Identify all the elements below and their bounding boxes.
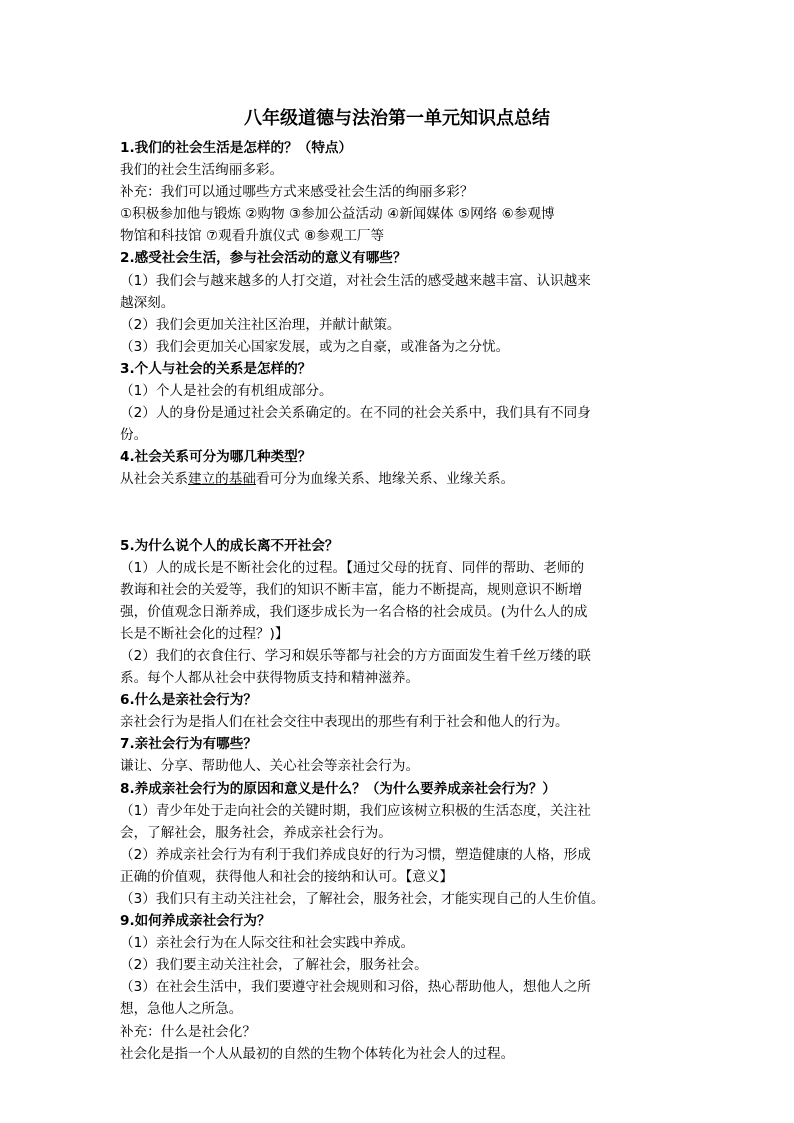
answer-9-line: （3）在社会生活中，我们要遵守社会规则和习俗，热心帮助他人，想他人之所 bbox=[120, 979, 591, 996]
question-6: 6.什么是亲社会行为？ bbox=[120, 692, 257, 709]
answer-8-line: 正确的价值观，获得他人和社会的接纳和认可。【意义】 bbox=[120, 868, 454, 885]
answer-9-line: （1）亲社会行为在人际交往和社会实践中养成。 bbox=[120, 935, 415, 952]
answer-5-line: 强，价值观念日渐养成，我们逐步成长为一名合格的社会成员。(为什么人的成 bbox=[120, 603, 588, 620]
answer-5-line: 教诲和社会的关爱等，我们的知识不断丰富，能力不断提高，规则意识不断增 bbox=[120, 581, 583, 598]
question-4: 4.社会关系可分为哪几种类型？ bbox=[120, 449, 312, 466]
answer-4-pre: 从社会关系 bbox=[120, 471, 188, 488]
answer-5-line: （1）人的成长是不断社会化的过程。【通过父母的抚育、同伴的帮助、老师的 bbox=[120, 559, 585, 576]
question-1: 1.我们的社会生活是怎样的？（特点） bbox=[120, 140, 353, 156]
answer-4 bbox=[120, 468, 680, 490]
answer-8-line: （1）青少年处于走向社会的关键时期，我们应该树立积极的生活态度，关注社 bbox=[120, 802, 591, 819]
spacer bbox=[120, 491, 680, 535]
answer-5-line: 长是不断社会化的过程？)】 bbox=[120, 625, 289, 642]
question-2: 2.感受社会生活，参与社会活动的意义有哪些？ bbox=[120, 250, 407, 267]
answer-3-line: （2）人的身份是通过社会关系确定的。在不同的社会关系中，我们具有不同身 bbox=[120, 405, 591, 422]
ways-line-1: ①积极参加他与锻炼 ②购物 ③参加公益活动 ④新闻媒体 ⑤网络 ⑥参观博 bbox=[120, 206, 555, 223]
answer-2-line: （3）我们会更加关心国家发展，或为之自豪，或准备为之分忧。 bbox=[120, 338, 510, 355]
answer-2-line: 越深刻。 bbox=[120, 294, 175, 311]
answer-3-line: 份。 bbox=[120, 427, 148, 444]
answer-8-line: （3）我们只有主动关注社会，了解社会，服务社会，才能实现自己的人生价值。 bbox=[120, 891, 605, 907]
question-7: 7.亲社会行为有哪些？ bbox=[120, 736, 257, 753]
question-5: 5.为什么说个人的成长离不开社会？ bbox=[120, 537, 339, 554]
answer-5-line: 系。每个人都从社会中获得物质支持和精神滋养。 bbox=[120, 670, 420, 687]
answer-8-line: 会，了解社会，服务社会，养成亲社会行为。 bbox=[120, 824, 392, 841]
answer-4-post: 看可分为血缘关系、地缘关系、业缘关系。 bbox=[255, 471, 515, 488]
supplement-9-answer: 社会化是指一个人从最初的自然的生物个体转化为社会人的过程。 bbox=[120, 1045, 515, 1062]
answer-9-line: 想，急他人之所急。 bbox=[120, 1001, 243, 1018]
answer-7: 谦让、分享、帮助他人、关心社会等亲社会行为。 bbox=[120, 758, 420, 775]
answer-2-line: （2）我们会更加关注社区治理，并献计献策。 bbox=[120, 316, 401, 333]
answer-3-line: （1）个人是社会的有机组成部分。 bbox=[120, 383, 333, 400]
question-9: 9.如何养成亲社会行为？ bbox=[120, 913, 271, 930]
answer-6: 亲社会行为是指人们在社会交往中表现出的那些有利于社会和他人的行为。 bbox=[120, 714, 569, 731]
document-body bbox=[120, 137, 680, 1065]
answer-1: 我们的社会生活绚丽多彩。 bbox=[120, 162, 284, 179]
answer-2-line: （1）我们会与越来越多的人打交道，对社会生活的感受越来越丰富、认识越来 bbox=[120, 272, 591, 289]
question-8: 8.养成亲社会行为的原因和意义是什么？（为什么要养成亲社会行为？） bbox=[120, 780, 557, 797]
answer-9-line: （2）我们要主动关注社会，了解社会，服务社会。 bbox=[120, 957, 428, 974]
answer-8-line: （2）养成亲社会行为有利于我们养成良好的行为习惯，塑造健康的人格，形成 bbox=[120, 846, 591, 863]
answer-5-line: （2）我们的衣食住行、学习和娱乐等都与社会的方方面面发生着千丝万缕的联 bbox=[120, 647, 591, 664]
supplement-9: 补充：什么是社会化？ bbox=[120, 1023, 256, 1040]
answer-4-underlined: 建立的基础 bbox=[187, 471, 256, 488]
ways-line-2: 物馆和科技馆 ⑦观看升旗仪式 ⑧参观工厂等 bbox=[120, 228, 385, 245]
question-3: 3.个人与社会的关系是怎样的？ bbox=[120, 360, 312, 377]
page-title: 八年级道德与法治第一单元知识点总结 bbox=[244, 108, 550, 129]
supplement-1: 补充：我们可以通过哪些方式来感受社会生活的绚丽多彩？ bbox=[120, 184, 474, 201]
